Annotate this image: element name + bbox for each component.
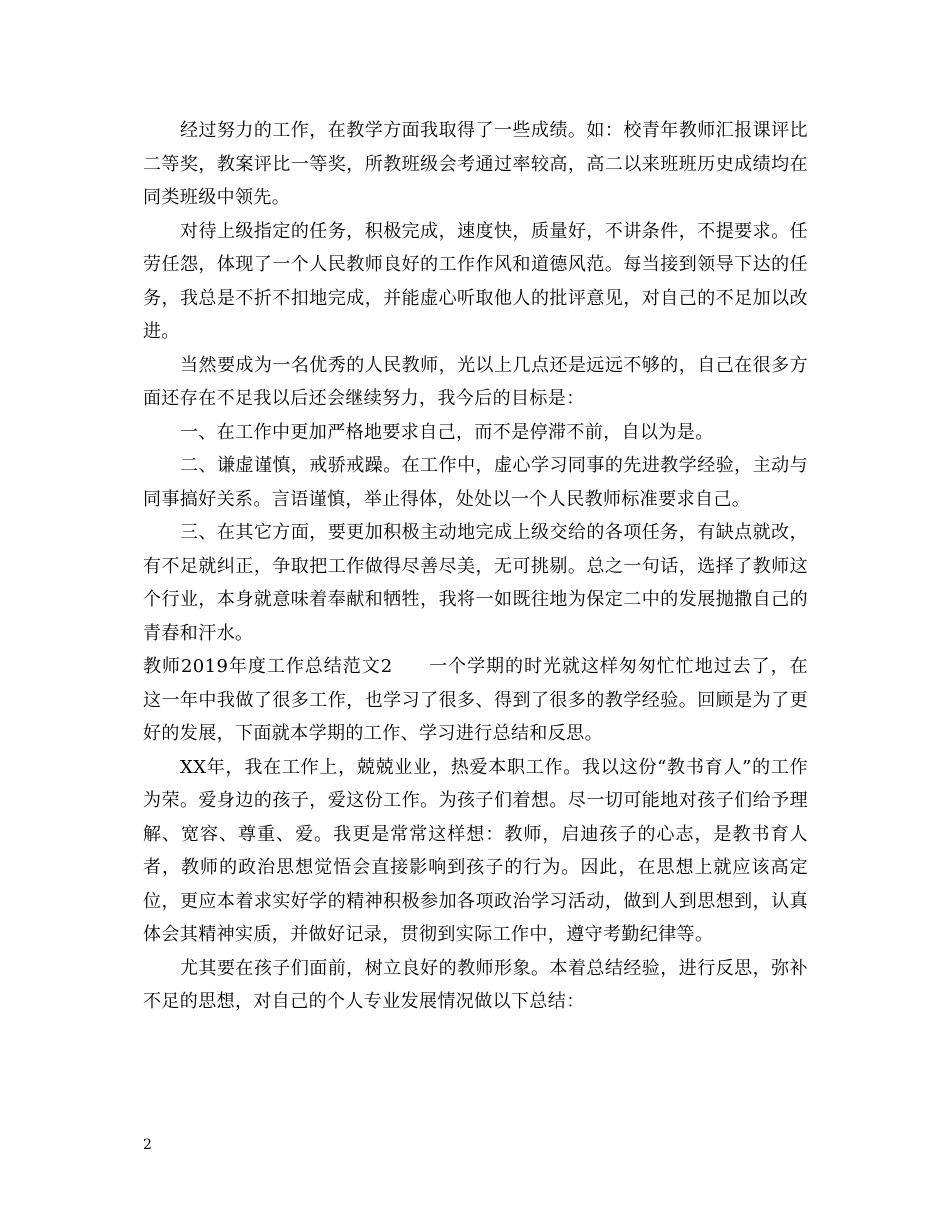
paragraph-goal-one: 一、在工作中更加严格地要求自己，而不是停滞不前，自以为是。 [180,421,714,443]
page-number: 2 [143,1137,152,1153]
paragraph-goals-intro: 当然要成为一名优秀的人民教师，光以上几点还是远远不够的，自己在很多方面还存在不足我以后还会继续努力，我今后的目标是： [143,354,808,409]
paragraph-goal-three: 三、在其它方面，要更加积极主动地完成上级交给的各项任务，有缺点就改，有不足就纠正，争取把工作做得尽善尽美，无可挑剔。总之一句话，选择了教师这个行业，本身就意味着奉献和牺牲，我将一如既往地为保定二中的发展抛撒自己的青春和汗水。 [143,522,808,644]
paragraph-teacher-image: 尤其要在孩子们面前，树立良好的教师形象。本着总结经验，进行反思，弥补不足的思想，对自己的个人专业发展情况做以下总结： [143,957,808,1012]
paragraph-work-attitude: XX年，我在工作上，兢兢业业，热爱本职工作。我以这份“教书育人”的工作为荣。爱身边的孩子，爱这份工作。为孩子们着想。尽一切可能地对孩子们给予理解、宽容、尊重、爱。我更是常常这样想：教师，启迪孩子的心志，是教书育人者，教师的政治思想觉悟会直接影响到孩子的行为。因此，在思想上就应该高定位，更应本着求实好学的精神积极参加各项政治学习活动，做到人到思想到，认真体会其精神实质，并做好记录，贯彻到实际工作中，遵守考勤纪律等。 [143,756,808,945]
paragraph-achievements: 经过努力的工作，在教学方面我取得了一些成绩。如：校青年教师汇报课评比二等奖，教案评比一等奖，所教班级会考通过率较高，高二以来班班历史成绩均在同类班级中领先。 [143,120,808,208]
paragraph-goal-two: 二、谦虚谨慎，戒骄戒躁。在工作中，虚心学习同事的先进教学经验，主动与同事搞好关系。言语谨慎，举止得体，处处以一个人民教师标准要求自己。 [143,455,808,510]
document-body [143,114,808,1019]
paragraph-tasks: 对待上级指定的任务，积极完成，速度快，质量好，不讲条件，不提要求。任劳任怨，体现了一个人民教师良好的工作作风和道德风范。每当接到领导下达的任务，我总是不折不扣地完成，并能虚心听取他人的批评意见，对自己的不足加以改进。 [143,220,808,342]
section-heading-paragraph [143,650,808,751]
section-intro: 一个学期的时光就这样匆匆忙忙地过去了，在这一年中我做了很多工作，也学习了很多、得到了很多的教学经验。回顾是为了更好的发展，下面就本学期的工作、学习进行总结和反思。 [143,656,809,744]
section-title: 教师2019年度工作总结范文2 [143,656,393,677]
